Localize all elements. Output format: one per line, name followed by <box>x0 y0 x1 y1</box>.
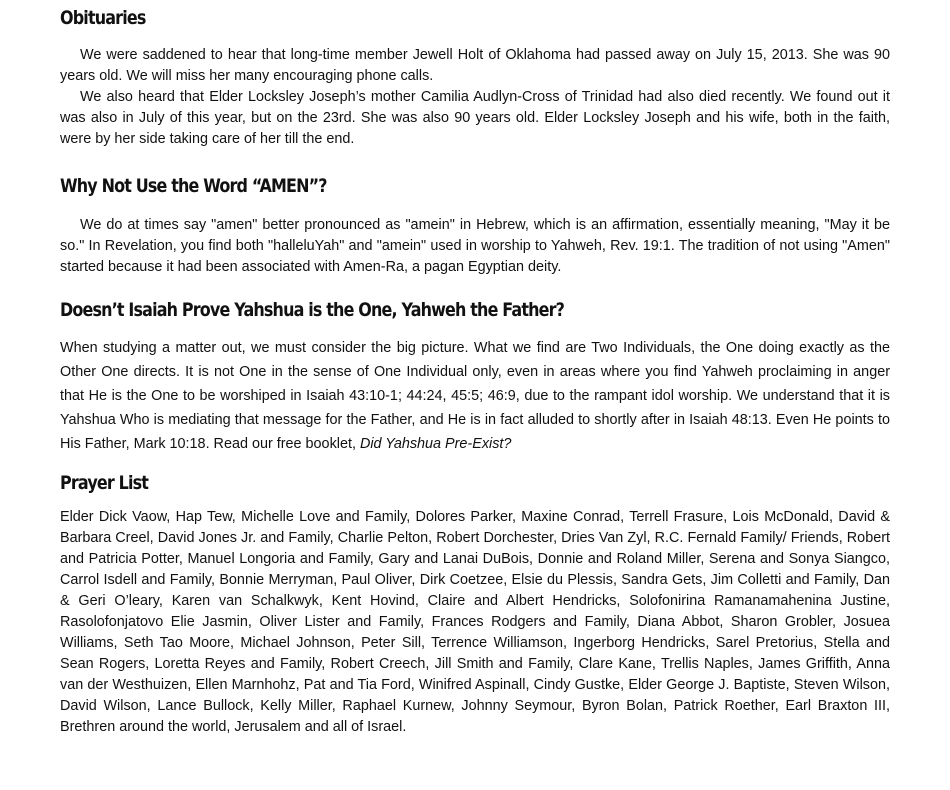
obituary-paragraph-holt: We were saddened to hear that long-time member Jewell Holt of Oklahoma had passed away on July 15, 2013. She was 90 years old. We will miss her many encouraging phone calls. <box>60 47 890 84</box>
newsletter-page <box>60 4 890 738</box>
amen-heading: Why Not Use the Word “AMEN”? <box>60 175 327 197</box>
amen-paragraph: We do at times say "amen" better pronounced as "amein" in Hebrew, which is an affirmation, essentially meaning, "May it be so." In Revelation, you find both "halleluYah" and "amein" used in worship to Yahweh, Rev. 19:1. The tradition of not using "Amen" started because it had been associated with Amen-Ra, a pagan Egyptian deity. <box>60 217 890 275</box>
obituaries-body <box>60 45 890 150</box>
obituary-paragraph-audlyn-cross: We also heard that Elder Locksley Joseph’s mother Camilia Audlyn-Cross of Trinidad had also died recently. We found out it was also in July of this year, but on the 23rd. She was also 90 years old. Elder Locksley Joseph and his wife, both in the faith, were by her side taking care of her till the end. <box>60 89 890 147</box>
prayer-list-names: Elder Dick Vaow, Hap Tew, Michelle Love and Family, Dolores Parker, Maxine Conrad, Terrell Frasure, Lois McDonald, David & Barbara Creel, David Jones Jr. and Family, Charlie Pelton, Robert Dorchester, Dries Van Zyl, R.C. Fernald Family/ Friends, Robert and Patricia Potter, Manuel Longoria and Family, Gary and Lanai DuBois, Donnie and Roland Miller, Serena and Sonya Siangco, Carrol Isdell and Family, Bonnie Merryman, Paul Oliver, Dirk Coetzee, Elsie du Plessis, Sandra Gets, Jim Colletti and Family, Dan & Geri O’leary, Karen van Schalkwyk, Kent Hovind, Claire and Albert Hendricks, Solofonirina Ramanamahenina Justine, Rasolofonjatovo Elie Jasmin, Oliver Lister and Family, Frances Rodgers and Family, Diana Abbot, Sharon Grobler, Josuea Williams, Seth Tao Moore, Michael Johnson, Peter Sill, Terrence Williamson, Ingerborg Hendricks, Sarel Pretorius, Stella and Sean Rogers, Loretta Reyes and Family, Robert Creech, Jill Smith and Family, Clare Kane, Trellis Naples, James Griffith, Anna van der Westhuizen, Ellen Marnhohz, Pat and Tia Ford, Winifred Aspinall, Cindy Gustke, Elder George J. Baptiste, Steven Wilson, David Wilson, Lance Bullock, Kelly Miller, Raphael Kurnew, Johnny Seymour, Byron Bolan, Patrick Roether, Earl Braxton III, Brethren around the world, Jerusalem and all of Israel. <box>60 509 890 735</box>
isaiah-section <box>60 296 890 456</box>
isaiah-body <box>60 336 890 456</box>
isaiah-paragraph <box>60 336 890 456</box>
isaiah-heading: Doesn’t Isaiah Prove Yahshua is the One, Yahweh the Father? <box>60 299 565 321</box>
amen-section <box>60 172 890 278</box>
amen-body <box>60 215 890 278</box>
booklet-title: Did Yahshua Pre-Exist? <box>359 436 512 452</box>
isaiah-paragraph-text: When studying a matter out, we must consider the big picture. What we find are Two Individuals, the One doing exactly as the Other One directs. It is not One in the sense of One Individual only, even in areas where you find Yahweh proclaiming in anger that He is the One to be worshiped in Isaiah 43:10-1; 44:24, 45:5; 46:9, due to the rampant idol worship. We understand that it is Yahshua Who is mediating that message for the Father, and He is in fact alluded to shortly after in Isaiah 48:13. Even He points to His Father, Mark 10:18. Read our free booklet, <box>60 340 890 452</box>
obituaries-section <box>60 4 890 150</box>
prayer-list-section <box>60 469 890 738</box>
prayer-list-body <box>60 507 890 738</box>
obituaries-heading: Obituaries <box>60 7 146 29</box>
prayer-list-heading: Prayer List <box>60 472 149 494</box>
